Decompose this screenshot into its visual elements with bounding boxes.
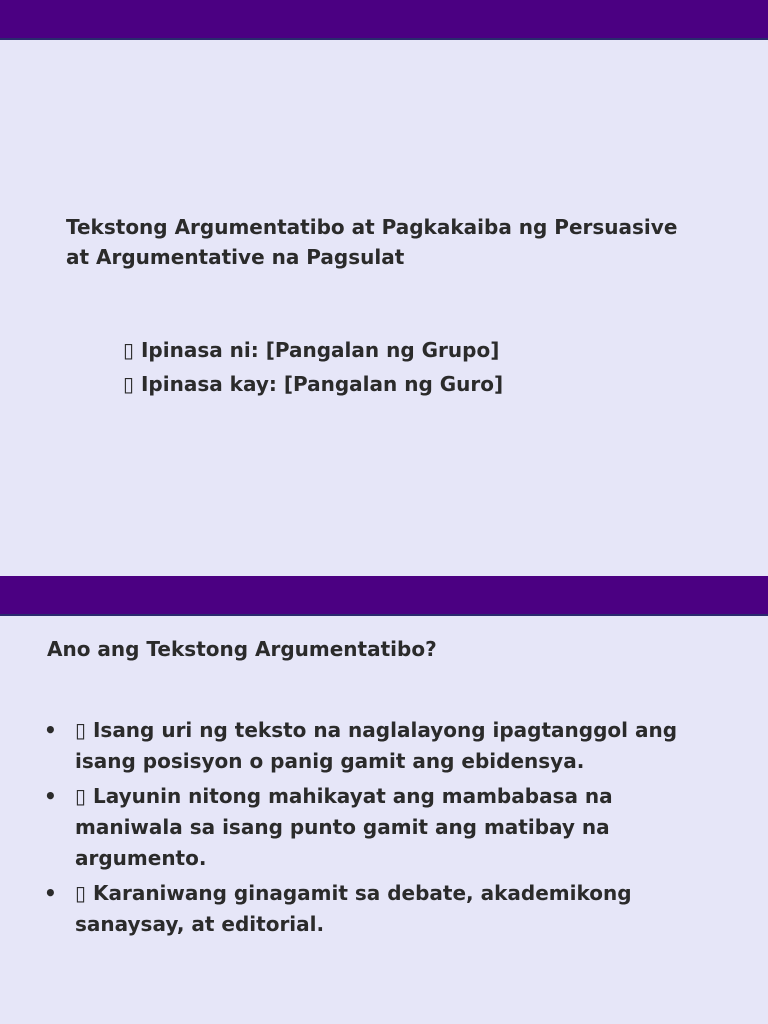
slide-title: Ano ang Tekstong Argumentatibo?: [47, 637, 437, 661]
slide-title: Tekstong Argumentatibo at Pagkakaiba ng Persuasive at Argumentative na Pagsulat: [66, 215, 678, 269]
submission-info: [123, 333, 503, 401]
bullet-text: ▯ Karaniwang ginagamit sa debate, akademikong sanaysay, at editorial.: [75, 881, 632, 936]
bullet-icon: •: [44, 718, 57, 742]
header-band: [0, 0, 768, 40]
slide-2: [0, 576, 768, 1024]
submitted-by-line: ▯ Ipinasa ni: [Pangalan ng Grupo]: [123, 338, 500, 362]
list-item: [44, 781, 724, 874]
bullet-icon: •: [44, 784, 57, 808]
list-item: [44, 715, 724, 777]
list-item: [44, 878, 724, 940]
header-band: [0, 576, 768, 616]
submitted-to-line: ▯ Ipinasa kay: [Pangalan ng Guro]: [123, 372, 504, 396]
bullet-list: [44, 715, 724, 944]
bullet-text: ▯ Isang uri ng teksto na naglalayong ipagtanggol ang isang posisyon o panig gamit ang ebidensya.: [75, 718, 678, 773]
bullet-text: ▯ Layunin nitong mahikayat ang mambabasa na maniwala sa isang punto gamit ang matibay na argumento.: [75, 784, 613, 870]
bullet-icon: •: [44, 881, 57, 905]
